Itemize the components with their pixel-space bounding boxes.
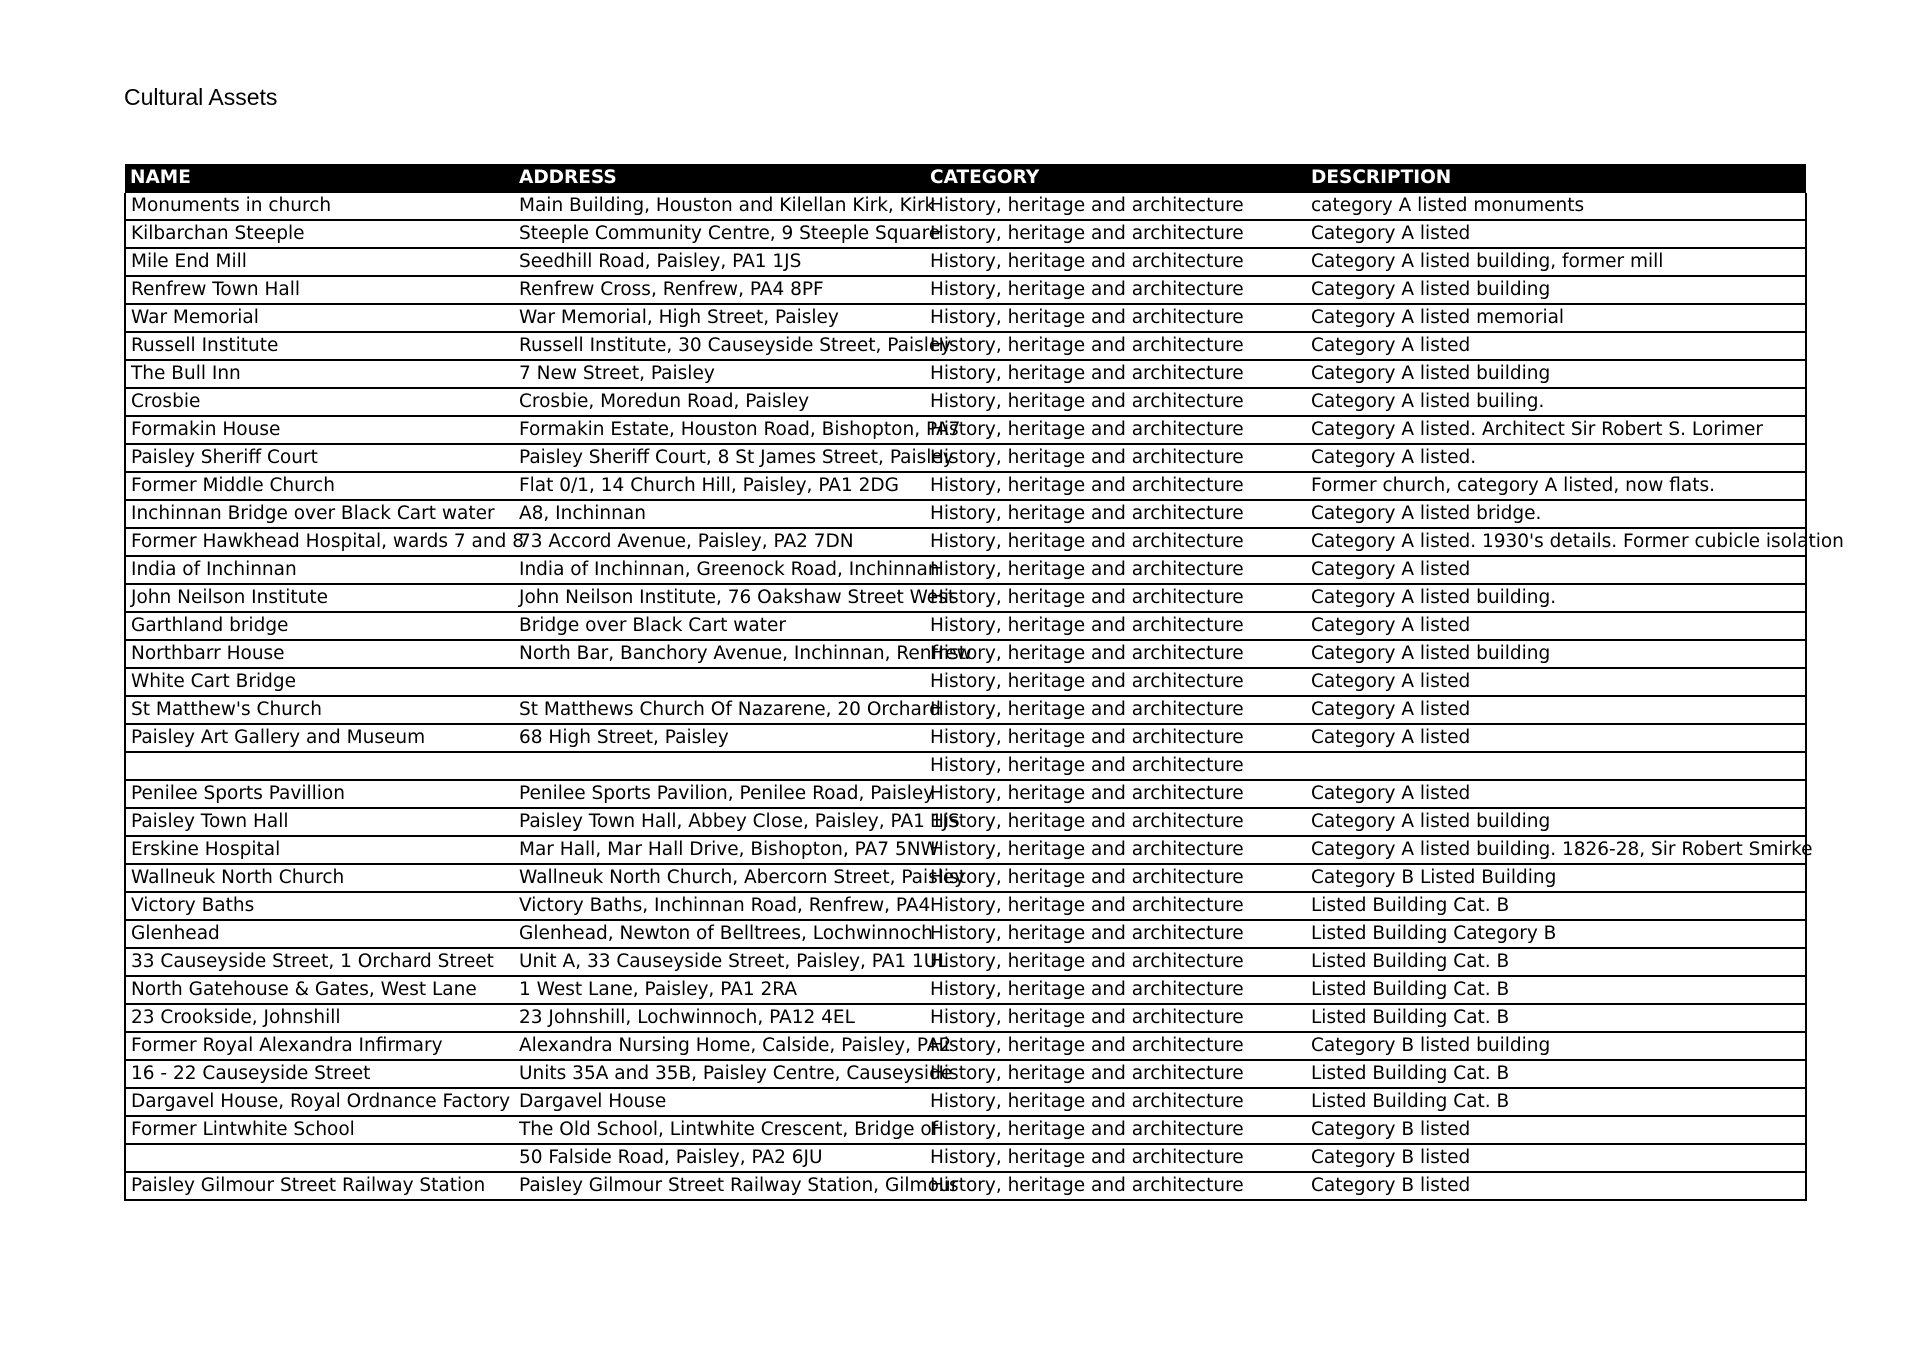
table-row: [125, 1088, 1806, 1116]
column-header-name: NAME: [125, 164, 514, 193]
table-row: [125, 864, 1806, 892]
name-cell: Former Royal Alexandra Infirmary: [125, 1032, 514, 1060]
category-cell: History, heritage and architecture: [925, 220, 1306, 248]
cultural-assets-table: [124, 164, 1844, 1201]
table-row: [125, 668, 1806, 696]
name-cell: Dargavel House, Royal Ordnance Factory: [125, 1088, 514, 1116]
description-cell: Listed Building Cat. B: [1306, 892, 1806, 920]
category-cell: History, heritage and architecture: [925, 724, 1306, 752]
table-row: [125, 836, 1806, 864]
name-cell: North Gatehouse & Gates, West Lane: [125, 976, 514, 1004]
name-cell: Erskine Hospital: [125, 836, 514, 864]
table-row: [125, 276, 1806, 304]
category-cell: History, heritage and architecture: [925, 808, 1306, 836]
name-cell: The Bull Inn: [125, 360, 514, 388]
description-cell: Category A listed. Architect Sir Robert S. Lorimer: [1306, 416, 1806, 444]
description-cell: Category A listed: [1306, 724, 1806, 752]
table-row: [125, 640, 1806, 668]
description-cell: Category A listed building: [1306, 276, 1806, 304]
category-cell: History, heritage and architecture: [925, 556, 1306, 584]
category-cell: History, heritage and architecture: [925, 500, 1306, 528]
address-cell: Dargavel House: [514, 1088, 925, 1116]
category-cell: History, heritage and architecture: [925, 528, 1306, 556]
category-cell: History, heritage and architecture: [925, 1060, 1306, 1088]
address-cell: [514, 668, 925, 696]
table-row: [125, 948, 1806, 976]
address-cell: Formakin Estate, Houston Road, Bishopton, PA7: [514, 416, 925, 444]
name-cell: Kilbarchan Steeple: [125, 220, 514, 248]
name-cell: Monuments in church: [125, 193, 514, 220]
category-cell: History, heritage and architecture: [925, 696, 1306, 724]
name-cell: 16 - 22 Causeyside Street: [125, 1060, 514, 1088]
category-cell: History, heritage and architecture: [925, 976, 1306, 1004]
description-cell: Listed Building Cat. B: [1306, 976, 1806, 1004]
column-header-address: ADDRESS: [514, 164, 925, 193]
category-cell: History, heritage and architecture: [925, 892, 1306, 920]
category-cell: History, heritage and architecture: [925, 332, 1306, 360]
category-cell: History, heritage and architecture: [925, 752, 1306, 780]
address-cell: Bridge over Black Cart water: [514, 612, 925, 640]
category-cell: History, heritage and architecture: [925, 193, 1306, 220]
category-cell: History, heritage and architecture: [925, 276, 1306, 304]
address-cell: The Old School, Lintwhite Crescent, Bridge of: [514, 1116, 925, 1144]
address-cell: Flat 0/1, 14 Church Hill, Paisley, PA1 2DG: [514, 472, 925, 500]
name-cell: John Neilson Institute: [125, 584, 514, 612]
name-cell: [125, 1144, 514, 1172]
description-cell: Category A listed building. 1826-28, Sir Robert Smirke: [1306, 836, 1806, 864]
address-cell: Renfrew Cross, Renfrew, PA4 8PF: [514, 276, 925, 304]
table-row: [125, 724, 1806, 752]
description-cell: Listed Building Cat. B: [1306, 1060, 1806, 1088]
table-row: [125, 528, 1806, 556]
table-row: [125, 780, 1806, 808]
address-cell: Paisley Gilmour Street Railway Station, Gilmour: [514, 1172, 925, 1200]
category-cell: History, heritage and architecture: [925, 864, 1306, 892]
address-cell: 50 Falside Road, Paisley, PA2 6JU: [514, 1144, 925, 1172]
description-cell: category A listed monuments: [1306, 193, 1806, 220]
description-cell: Category A listed: [1306, 556, 1806, 584]
table-row: [125, 920, 1806, 948]
table-row: [125, 248, 1806, 276]
description-cell: Category A listed: [1306, 668, 1806, 696]
description-cell: Category A listed bridge.: [1306, 500, 1806, 528]
category-cell: History, heritage and architecture: [925, 472, 1306, 500]
address-cell: 7 New Street, Paisley: [514, 360, 925, 388]
description-cell: Category B listed building: [1306, 1032, 1806, 1060]
name-cell: 33 Causeyside Street, 1 Orchard Street: [125, 948, 514, 976]
address-cell: Victory Baths, Inchinnan Road, Renfrew, PA4: [514, 892, 925, 920]
category-cell: History, heritage and architecture: [925, 780, 1306, 808]
address-cell: Alexandra Nursing Home, Calside, Paisley, PA2: [514, 1032, 925, 1060]
description-cell: Category A listed: [1306, 780, 1806, 808]
category-cell: History, heritage and architecture: [925, 1032, 1306, 1060]
name-cell: Former Middle Church: [125, 472, 514, 500]
table-row: [125, 584, 1806, 612]
column-header-description: DESCRIPTION: [1306, 164, 1806, 193]
name-cell: Inchinnan Bridge over Black Cart water: [125, 500, 514, 528]
table-row: [125, 1116, 1806, 1144]
description-cell: Category A listed: [1306, 612, 1806, 640]
description-cell: Listed Building Category B: [1306, 920, 1806, 948]
name-cell: Formakin House: [125, 416, 514, 444]
description-cell: Category A listed building, former mill: [1306, 248, 1806, 276]
name-cell: Penilee Sports Pavillion: [125, 780, 514, 808]
table-row: [125, 556, 1806, 584]
name-cell: [125, 752, 514, 780]
name-cell: War Memorial: [125, 304, 514, 332]
address-cell: Crosbie, Moredun Road, Paisley: [514, 388, 925, 416]
table-row: [125, 696, 1806, 724]
category-cell: History, heritage and architecture: [925, 416, 1306, 444]
description-cell: Category A listed: [1306, 696, 1806, 724]
address-cell: Steeple Community Centre, 9 Steeple Square: [514, 220, 925, 248]
address-cell: Units 35A and 35B, Paisley Centre, Causeyside: [514, 1060, 925, 1088]
name-cell: India of Inchinnan: [125, 556, 514, 584]
table-row: [125, 193, 1806, 220]
description-cell: Category A listed builing.: [1306, 388, 1806, 416]
name-cell: Wallneuk North Church: [125, 864, 514, 892]
name-cell: Former Hawkhead Hospital, wards 7 and 8: [125, 528, 514, 556]
name-cell: White Cart Bridge: [125, 668, 514, 696]
category-cell: History, heritage and architecture: [925, 668, 1306, 696]
address-cell: 1 West Lane, Paisley, PA1 2RA: [514, 976, 925, 1004]
description-cell: Category B listed: [1306, 1116, 1806, 1144]
name-cell: Garthland bridge: [125, 612, 514, 640]
address-cell: A8, Inchinnan: [514, 500, 925, 528]
name-cell: St Matthew's Church: [125, 696, 514, 724]
address-cell: India of Inchinnan, Greenock Road, Inchinnan: [514, 556, 925, 584]
address-cell: North Bar, Banchory Avenue, Inchinnan, Renfrew: [514, 640, 925, 668]
description-cell: Listed Building Cat. B: [1306, 948, 1806, 976]
table-body: [125, 193, 1844, 1200]
table-row: [125, 976, 1806, 1004]
description-cell: Category A listed building.: [1306, 584, 1806, 612]
address-cell: Paisley Sheriff Court, 8 St James Street, Paisley: [514, 444, 925, 472]
category-cell: History, heritage and architecture: [925, 584, 1306, 612]
address-cell: Paisley Town Hall, Abbey Close, Paisley, PA1 1JS: [514, 808, 925, 836]
name-cell: Victory Baths: [125, 892, 514, 920]
name-cell: Glenhead: [125, 920, 514, 948]
table-row: [125, 416, 1806, 444]
description-cell: Category B listed: [1306, 1144, 1806, 1172]
name-cell: Renfrew Town Hall: [125, 276, 514, 304]
name-cell: Russell Institute: [125, 332, 514, 360]
description-cell: Listed Building Cat. B: [1306, 1004, 1806, 1032]
header-row: [125, 164, 1806, 193]
category-cell: History, heritage and architecture: [925, 1088, 1306, 1116]
description-cell: Category A listed: [1306, 332, 1806, 360]
address-cell: War Memorial, High Street, Paisley: [514, 304, 925, 332]
address-cell: Wallneuk North Church, Abercorn Street, Paisley: [514, 864, 925, 892]
name-cell: Former Lintwhite School: [125, 1116, 514, 1144]
description-cell: Category A listed: [1306, 220, 1806, 248]
name-cell: 23 Crookside, Johnshill: [125, 1004, 514, 1032]
table-row: [125, 444, 1806, 472]
table-row: [125, 388, 1806, 416]
address-cell: Main Building, Houston and Kilellan Kirk, Kirk: [514, 193, 925, 220]
name-cell: Paisley Art Gallery and Museum: [125, 724, 514, 752]
name-cell: Crosbie: [125, 388, 514, 416]
category-cell: History, heritage and architecture: [925, 836, 1306, 864]
name-cell: Paisley Gilmour Street Railway Station: [125, 1172, 514, 1200]
category-cell: History, heritage and architecture: [925, 948, 1306, 976]
table-row: [125, 332, 1806, 360]
description-cell: Category B Listed Building: [1306, 864, 1806, 892]
address-cell: [514, 752, 925, 780]
address-cell: Seedhill Road, Paisley, PA1 1JS: [514, 248, 925, 276]
address-cell: Glenhead, Newton of Belltrees, Lochwinnoch: [514, 920, 925, 948]
category-cell: History, heritage and architecture: [925, 1144, 1306, 1172]
description-cell: Category A listed. 1930's details. Former cubicle isolation: [1306, 528, 1806, 556]
address-cell: Russell Institute, 30 Causeyside Street, Paisley: [514, 332, 925, 360]
category-cell: History, heritage and architecture: [925, 1172, 1306, 1200]
category-cell: History, heritage and architecture: [925, 920, 1306, 948]
description-cell: Category A listed building: [1306, 808, 1806, 836]
address-cell: 23 Johnshill, Lochwinnoch, PA12 4EL: [514, 1004, 925, 1032]
address-cell: Penilee Sports Pavilion, Penilee Road, Paisley: [514, 780, 925, 808]
category-cell: History, heritage and architecture: [925, 248, 1306, 276]
address-cell: 73 Accord Avenue, Paisley, PA2 7DN: [514, 528, 925, 556]
table-row: [125, 472, 1806, 500]
category-cell: History, heritage and architecture: [925, 1116, 1306, 1144]
column-header-category: CATEGORY: [925, 164, 1306, 193]
description-cell: [1306, 752, 1806, 780]
category-cell: History, heritage and architecture: [925, 640, 1306, 668]
table-row: [125, 1060, 1806, 1088]
table-row: [125, 752, 1806, 780]
table-row: [125, 1004, 1806, 1032]
name-cell: Paisley Town Hall: [125, 808, 514, 836]
address-cell: Mar Hall, Mar Hall Drive, Bishopton, PA7 5NW: [514, 836, 925, 864]
category-cell: History, heritage and architecture: [925, 612, 1306, 640]
description-cell: Category A listed building: [1306, 360, 1806, 388]
table-row: [125, 808, 1806, 836]
page-title: Cultural Assets: [124, 84, 278, 110]
table-row: [125, 1172, 1806, 1200]
category-cell: History, heritage and architecture: [925, 444, 1306, 472]
description-cell: Category A listed building: [1306, 640, 1806, 668]
address-cell: Unit A, 33 Causeyside Street, Paisley, PA1 1UL: [514, 948, 925, 976]
address-cell: St Matthews Church Of Nazarene, 20 Orchard: [514, 696, 925, 724]
category-cell: History, heritage and architecture: [925, 1004, 1306, 1032]
description-cell: Category B listed: [1306, 1172, 1806, 1200]
category-cell: History, heritage and architecture: [925, 360, 1306, 388]
description-cell: Listed Building Cat. B: [1306, 1088, 1806, 1116]
table-row: [125, 1032, 1806, 1060]
name-cell: Northbarr House: [125, 640, 514, 668]
name-cell: Mile End Mill: [125, 248, 514, 276]
address-cell: John Neilson Institute, 76 Oakshaw Street West: [514, 584, 925, 612]
table-row: [125, 220, 1806, 248]
table-row: [125, 612, 1806, 640]
description-cell: Category A listed.: [1306, 444, 1806, 472]
description-cell: Former church, category A listed, now flats.: [1306, 472, 1806, 500]
category-cell: History, heritage and architecture: [925, 388, 1306, 416]
category-cell: History, heritage and architecture: [925, 304, 1306, 332]
description-cell: Category A listed memorial: [1306, 304, 1806, 332]
table-row: [125, 892, 1806, 920]
table-row: [125, 1144, 1806, 1172]
table-row: [125, 500, 1806, 528]
name-cell: Paisley Sheriff Court: [125, 444, 514, 472]
address-cell: 68 High Street, Paisley: [514, 724, 925, 752]
table-row: [125, 360, 1806, 388]
table-row: [125, 304, 1806, 332]
